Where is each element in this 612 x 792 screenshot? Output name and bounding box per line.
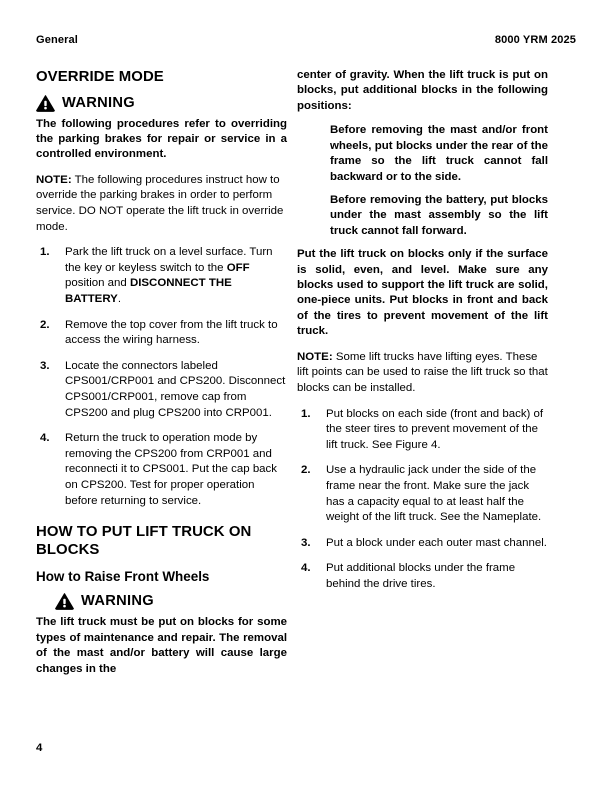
note-paragraph-1: [36, 173, 287, 235]
list-item-number: 4.: [301, 562, 311, 575]
list-item-text: Return the truck to operation mode by removing the CPS200 from CRP001 and reconnecti it to CPS001. Put the cap back on CPS200. Test for proper operation before returning to service.: [65, 432, 278, 507]
list-item: [297, 463, 548, 525]
warning-label-2: WARNING: [81, 593, 154, 610]
note-label-2: NOTE:: [297, 350, 333, 363]
warning-text-2: The lift truck must be put on blocks for some types of maintenance and repair. The removal of the mast and/or battery will cause large changes in the: [36, 616, 287, 675]
warning-text-1: The following procedures refer to overriding the parking brakes for repair or service in a controlled environment.: [36, 117, 287, 161]
note-label-1: NOTE:: [36, 173, 72, 186]
list-item-text: Locate the connectors labeled CPS001/CRP001 and CPS200. Disconnect CPS001/CRP001, remove cap from CPS200 and plug CPS200 into CRP001.: [65, 359, 286, 419]
numbered-steps-left: [36, 245, 287, 509]
section-heading-blocks: HOW TO PUT LIFT TRUCK ON BLOCKS: [36, 523, 252, 558]
section-heading-override-mode: OVERRIDE MODE: [36, 68, 164, 85]
list-item-number: 3.: [40, 359, 50, 372]
subsection-heading-raise-front-wheels: How to Raise Front Wheels: [36, 569, 210, 585]
warning-label-1: WARNING: [62, 94, 135, 111]
running-header: [36, 34, 576, 46]
list-item: [36, 359, 287, 421]
note-body-1: The following procedures instruct how to override the parking brakes in order to perform service. DO NOT operate the lift truck in override mode.: [36, 173, 284, 233]
list-item-text: Park the lift truck on a level surface. Turn the key or keyless switch to the OFF position and DISCONNECT THE BATTERY.: [65, 246, 273, 306]
right-column: [297, 68, 548, 592]
list-item-number: 2.: [40, 318, 50, 331]
warning-triangle-icon: [55, 593, 74, 610]
blocks-requirements-paragraph: Put the lift truck on blocks only if the surface is solid, even, and level. Make sure any blocks used to support the lift truck are solid, one-piece units. Put blocks in front and back of the tires to prevent movement of the lift truck.: [297, 248, 548, 338]
continuation-paragraph: center of gravity. When the lift truck is put on blocks, put additional blocks in the following positions:: [297, 69, 548, 112]
list-item: [36, 431, 287, 509]
indented-paragraph-1: Before removing the mast and/or front wheels, put blocks under the rear of the frame so the lift truck cannot fall backward or to the side.: [330, 124, 548, 183]
list-item-text: Put a block under each outer mast channel.: [326, 536, 547, 549]
list-item-number: 2.: [301, 464, 311, 477]
page-number: 4: [36, 742, 43, 754]
list-item: [36, 245, 287, 307]
note-body-2: Some lift trucks have lifting eyes. These lift points can be used to raise the lift truck so that blocks can be installed.: [297, 350, 548, 394]
note-paragraph-2: [297, 350, 548, 397]
list-item: [297, 407, 548, 454]
list-item-number: 4.: [40, 432, 50, 445]
emphasis-text: DISCONNECT THE BATTERY: [65, 277, 232, 306]
list-item-number: 1.: [301, 407, 311, 420]
header-right-title: 8000 YRM 2025: [494, 34, 576, 46]
list-item-number: 1.: [40, 246, 50, 259]
numbered-steps-right: [297, 407, 548, 593]
warning-block-2: [55, 593, 287, 610]
list-item-text: Put additional blocks under the frame behind the drive tires.: [326, 562, 516, 590]
list-item: [297, 561, 548, 592]
left-column: [36, 68, 287, 687]
list-item-text: Remove the top cover from the lift truck to access the wiring harness.: [65, 318, 278, 347]
list-item: [36, 318, 287, 349]
list-item: [297, 536, 548, 552]
warning-block-1: [36, 95, 287, 112]
emphasis-text: OFF: [226, 261, 250, 274]
list-item-number: 3.: [301, 536, 311, 549]
warning-triangle-icon: [36, 95, 55, 112]
indented-paragraph-2: Before removing the battery, put blocks under the mast assembly so the lift truck cannot fall forward.: [330, 193, 548, 237]
list-item-text: Use a hydraulic jack under the side of the frame near the front. Make sure the jack has a capacity equal to at least half the weight of the lift truck. See the Nameplate.: [326, 464, 542, 524]
list-item-text: Put blocks on each side (front and back) of the steer tires to prevent movement of the lift truck. See Figure 4.: [326, 407, 544, 451]
header-left-title: General: [36, 34, 78, 46]
